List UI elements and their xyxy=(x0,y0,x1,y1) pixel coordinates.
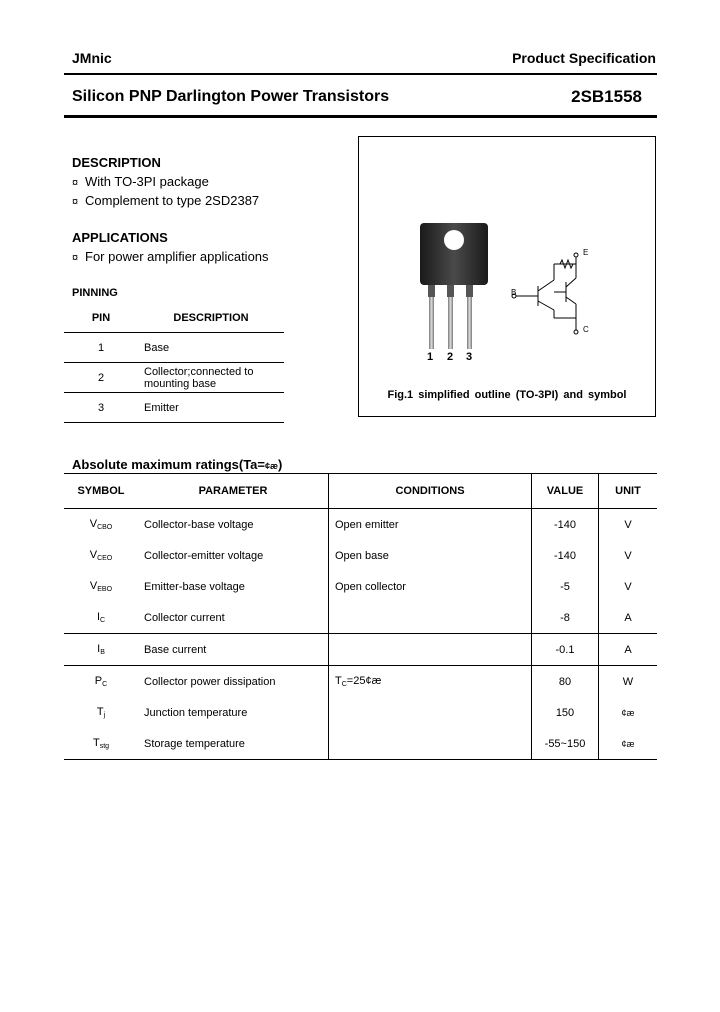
ratings-heading-text: Absolute maximum ratings(Ta= xyxy=(72,457,265,472)
value-cell: -140 xyxy=(532,509,599,541)
bullet-mark: ¤ xyxy=(72,252,79,264)
bullet-mark: ¤ xyxy=(72,177,79,189)
symbol-cell xyxy=(64,666,138,698)
symbol-subscript: C xyxy=(100,617,106,624)
lead xyxy=(467,297,472,349)
conditions-cell xyxy=(329,602,532,634)
conditions-cell: Open collector xyxy=(329,571,532,602)
symbol-letter: T xyxy=(92,737,100,749)
unit-cell: V xyxy=(599,509,658,541)
table-row xyxy=(64,728,657,760)
unit-cell: ¢æ xyxy=(599,697,658,728)
value-cell: -140 xyxy=(532,540,599,571)
value-column-header: VALUE xyxy=(532,474,599,509)
ratings-heading-close: ) xyxy=(278,457,283,472)
lead-label-2: 2 xyxy=(447,351,454,363)
parameter-cell: Storage temperature xyxy=(138,728,329,760)
conditions-cell: Open emitter xyxy=(329,509,532,541)
package-outline-illustration xyxy=(410,210,500,370)
symbol-cell xyxy=(64,697,138,728)
symbol-subscript: C xyxy=(102,681,108,688)
applications-heading: APPLICATIONS xyxy=(72,230,168,245)
header-divider xyxy=(64,73,657,75)
mounting-hole xyxy=(444,230,464,250)
parameter-cell: Collector current xyxy=(138,602,329,634)
brand-name: JMnic xyxy=(72,50,112,66)
unit-cell: A xyxy=(599,602,658,634)
conditions-column-header: CONDITIONS xyxy=(329,474,532,509)
symbol-subscript: CBO xyxy=(97,524,113,531)
pin-column-header: PIN xyxy=(64,304,138,333)
table-row xyxy=(64,634,657,666)
table-row xyxy=(64,697,657,728)
symbol-subscript: B xyxy=(100,649,105,656)
conditions-cell xyxy=(329,728,532,760)
lead-shoulder xyxy=(428,285,435,297)
value-cell: -55~150 xyxy=(532,728,599,760)
parameter-cell: Emitter-base voltage xyxy=(144,580,245,593)
pin-description-text: Collector;connected to xyxy=(144,365,254,378)
lead xyxy=(429,297,434,349)
symbol-subscript: stg xyxy=(99,743,110,750)
page-title: Silicon PNP Darlington Power Transistors xyxy=(72,88,390,105)
ratings-header-row xyxy=(64,474,657,509)
symbol-subscript: CEO xyxy=(97,555,113,562)
table-row xyxy=(64,363,284,393)
figure-caption: Fig.1 simplified outline (TO-3PI) and symbol xyxy=(387,389,627,401)
parameter-cell: Collector power dissipation xyxy=(144,675,276,688)
symbol-letter: I xyxy=(97,643,101,655)
symbol-letter: P xyxy=(94,675,103,687)
table-row xyxy=(64,393,284,423)
pin-description xyxy=(138,393,284,423)
conditions-cell: Open base xyxy=(329,540,532,571)
lead xyxy=(448,297,453,349)
condition-subscript: C xyxy=(341,681,347,688)
pinning-header-row xyxy=(64,304,284,333)
applications-item xyxy=(72,249,269,264)
part-number: 2SB1558 xyxy=(571,87,642,106)
symbol-letter: V xyxy=(89,518,98,530)
condition-letter: T xyxy=(335,675,342,687)
unit-cell: A xyxy=(599,634,658,666)
conditions-cell xyxy=(329,697,532,728)
value-cell: 80 xyxy=(532,666,599,698)
pin-number: 2 xyxy=(64,363,138,393)
symbol-cell xyxy=(64,728,138,760)
lead-shoulder xyxy=(447,285,454,297)
table-row xyxy=(64,571,657,602)
pin-description-text: mounting base xyxy=(144,377,217,390)
lead-label-3: 3 xyxy=(466,351,473,363)
unit-column-header: UNIT xyxy=(599,474,658,509)
applications-text: For power amplifier applications xyxy=(85,249,269,264)
parameter-cell: Collector-base voltage xyxy=(144,518,254,531)
ratings-heading-unit: ¢æ xyxy=(265,461,279,471)
parameter-cell: Junction temperature xyxy=(144,706,248,719)
parameter-cell: Base current xyxy=(138,634,329,666)
value-cell: -8 xyxy=(532,602,599,634)
pinning-heading: PINNING xyxy=(72,287,118,299)
symbol-subscript: EBO xyxy=(97,586,113,593)
description-heading: DESCRIPTION xyxy=(72,155,161,170)
pinning-table xyxy=(64,304,284,423)
symbol-subscript: j xyxy=(103,712,106,719)
pin-number: 3 xyxy=(64,393,138,423)
conditions-cell xyxy=(329,666,532,698)
symbol-cell xyxy=(64,571,138,602)
pin-description xyxy=(138,333,284,363)
symbol-label-emitter: E xyxy=(583,248,589,257)
table-row xyxy=(64,509,657,541)
symbol-letter: V xyxy=(89,580,98,592)
value-cell: 150 xyxy=(532,697,599,728)
pin-number: 1 xyxy=(64,333,138,363)
parameter-cell: Collector-emitter voltage xyxy=(144,549,264,562)
figure-box xyxy=(358,136,656,417)
description-text: With TO-3PI package xyxy=(85,174,209,189)
description-text: Complement to type 2SD2387 xyxy=(85,193,260,208)
symbol-cell xyxy=(64,540,138,571)
table-row xyxy=(64,333,284,363)
symbol-letter: I xyxy=(96,611,100,623)
value-cell: -0.1 xyxy=(532,634,599,666)
symbol-cell xyxy=(64,634,138,666)
title-divider xyxy=(64,115,657,118)
description-item xyxy=(72,193,259,208)
pin-description-text: Emitter xyxy=(144,401,179,414)
bullet-mark: ¤ xyxy=(72,196,79,208)
table-row xyxy=(64,540,657,571)
description-item xyxy=(72,174,209,189)
unit-cell: V xyxy=(599,571,658,602)
unit-cell: ¢æ xyxy=(599,728,658,760)
description-column-header: DESCRIPTION xyxy=(138,304,284,333)
pin-description xyxy=(138,363,284,393)
value-cell: -5 xyxy=(532,571,599,602)
symbol-label-base: B xyxy=(511,288,517,297)
symbol-label-collector: C xyxy=(583,325,589,334)
document-type: Product Specification xyxy=(512,50,656,66)
condition-rest: =25¢æ xyxy=(346,675,382,687)
symbol-column-header: SYMBOL xyxy=(64,474,138,509)
unit-cell: V xyxy=(599,540,658,571)
symbol-cell xyxy=(64,602,138,634)
table-row xyxy=(64,602,657,634)
table-row xyxy=(64,666,657,698)
symbol-letter: V xyxy=(89,549,98,561)
conditions-cell xyxy=(329,634,532,666)
parameter-column-header: PARAMETER xyxy=(138,474,329,509)
symbol-cell xyxy=(64,509,138,541)
unit-cell: W xyxy=(599,666,658,698)
ratings-heading xyxy=(72,457,282,472)
ratings-table xyxy=(64,473,657,760)
lead-shoulder xyxy=(466,285,473,297)
symbol-letter: T xyxy=(96,706,104,718)
lead-label-1: 1 xyxy=(427,351,434,363)
pin-description-text: Base xyxy=(144,341,170,354)
